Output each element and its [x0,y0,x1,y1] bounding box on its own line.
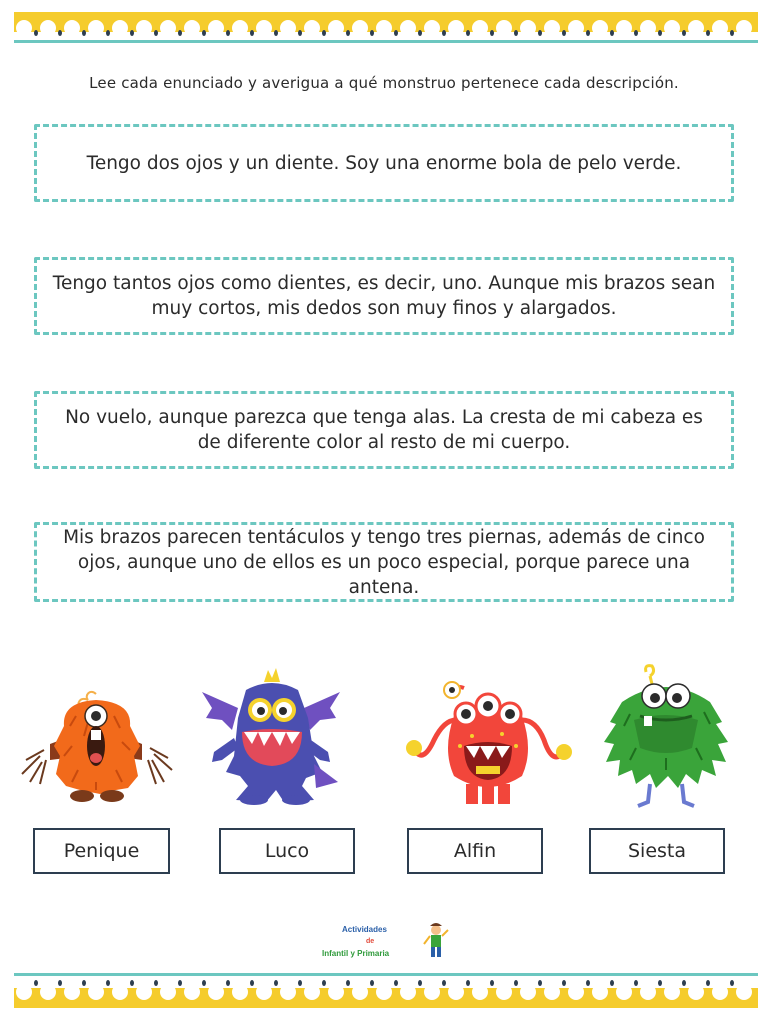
bottom-decorative-border [14,972,758,1010]
description-text-1: Tengo dos ojos y un diente. Soy una enorme bola de pelo verde. [86,152,682,174]
name-box-penique [33,828,170,874]
logo-line-3: Infantil y Primaria [322,949,390,958]
logo-line-1: Actividades [342,925,387,934]
name-label-penique: Penique [63,840,140,862]
name-label-alfin: Alfin [453,840,497,862]
name-box-alfin [407,828,543,874]
description-card-3 [34,391,734,469]
green-monster-illustration [600,662,732,810]
top-decorative-border [14,6,758,44]
name-label-siesta: Siesta [627,840,687,862]
name-box-luco [219,828,355,874]
description-text-4: Mis brazos parecen tentáculos y tengo tres piernas, además de cinco ojos, aunque uno de ellos es un poco especial, porque parece una antena. [63,526,705,598]
description-text-2: Tengo tantos ojos como dientes, es decir, uno. Aunque mis brazos sean muy cortos, mis dedos son muy finos y alargados. [52,273,716,319]
description-card-4 [34,522,734,602]
description-text-3: No vuelo, aunque parezca que tenga alas. La cresta de mi cabeza es de diferente color al resto de mi cuerpo. [65,407,703,453]
blue-monster-illustration [198,668,344,810]
orange-monster-illustration [18,686,174,810]
logo-line-2: de [366,938,375,945]
name-box-siesta [589,828,725,874]
description-card-2 [34,257,734,335]
name-label-luco: Luco [264,840,310,862]
description-card-1 [34,124,734,202]
red-monster-illustration [404,680,572,810]
instructions-text: Lee cada enunciado y averigua a qué monstruo pertenece cada descripción. [89,74,679,92]
brand-logo [318,920,452,964]
logo-kid-icon [424,923,448,957]
